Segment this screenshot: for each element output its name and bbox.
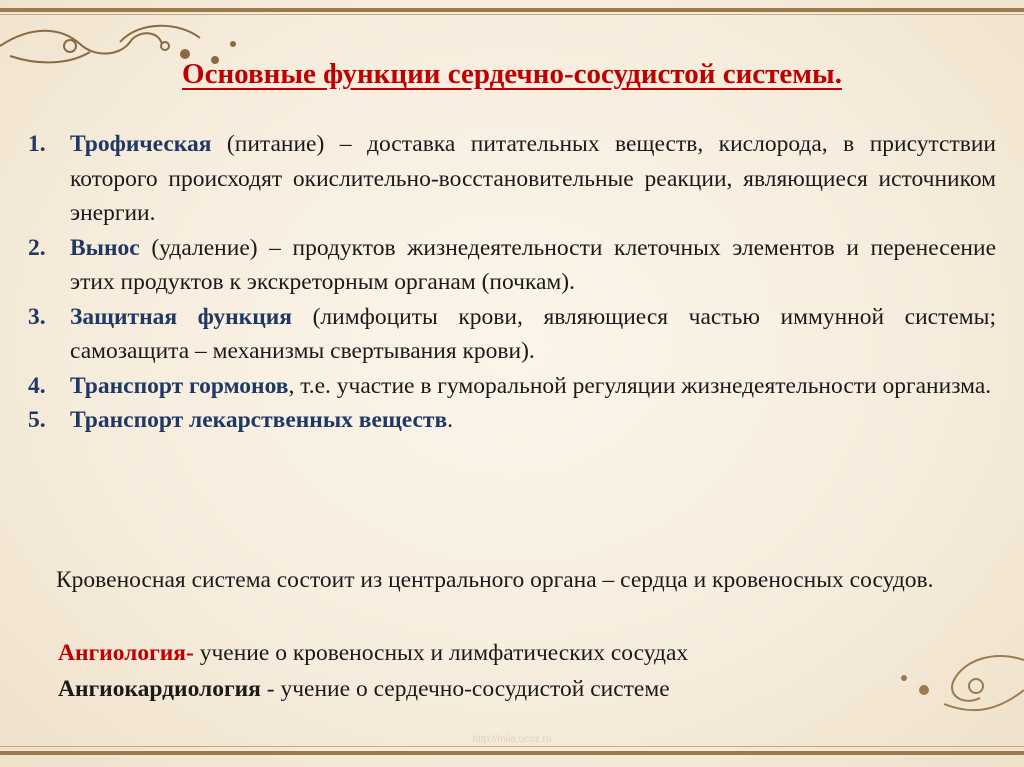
definition-angiocardiology <box>58 672 670 707</box>
watermark-url: http://mila.ucoz.ru <box>472 734 552 745</box>
list-item <box>28 369 996 404</box>
frame-bottom-line <box>0 751 1024 755</box>
definition-text: - учение о сердечно-сосудистой системе <box>260 676 670 702</box>
frame-top-thin-line <box>0 14 1024 15</box>
item-text: (лимфоциты крови, являющиеся частью иммунной системы; самозащита – механизмы свертывания крови). <box>70 303 996 364</box>
item-number: 4. <box>28 372 46 399</box>
item-text: , т.е. участие в гуморальной регуляции жизнедеятельности организма. <box>288 372 992 399</box>
item-number: 2. <box>28 234 46 261</box>
frame-top-line <box>0 8 1024 12</box>
definition-angiology <box>58 636 688 671</box>
frame-bottom-thin-line <box>0 746 1024 747</box>
slide-title: Основные функции сердечно-сосудистой системы. <box>182 58 842 90</box>
definition-term: Ангиокардиология <box>58 676 261 702</box>
item-text: . <box>447 407 454 433</box>
list-item <box>28 127 996 231</box>
item-term: Вынос <box>70 234 140 261</box>
item-number: 5. <box>28 407 46 433</box>
circulatory-system-paragraph: Кровеносная система состоит из центрального органа – сердца и кровеносных сосудов. <box>56 567 934 593</box>
corner-flourish-icon <box>884 640 1024 720</box>
list-item <box>28 300 996 369</box>
item-number: 3. <box>28 303 46 330</box>
list-item <box>28 231 996 300</box>
definition-text: учение о кровеносных и лимфатических сосудах <box>193 640 689 666</box>
item-term: Транспорт гормонов <box>70 372 289 399</box>
functions-list <box>28 127 996 438</box>
item-term: Транспорт лекарственных веществ <box>70 407 448 433</box>
item-text: (питание) – доставка питательных веществ, кислорода, в присутствии которого происходят окислительно-восстановительные реакции, являющиеся источником энергии. <box>70 131 996 226</box>
definition-term: Ангиология- <box>58 640 194 666</box>
list-item <box>28 403 996 438</box>
item-term: Трофическая <box>70 131 212 157</box>
item-text: (удаление) – продуктов жизнедеятельности клеточных элементов и перенесение этих продуктов к экскреторным органам (почкам). <box>70 234 996 295</box>
item-term: Защитная функция <box>70 303 292 330</box>
item-number: 1. <box>28 131 46 157</box>
